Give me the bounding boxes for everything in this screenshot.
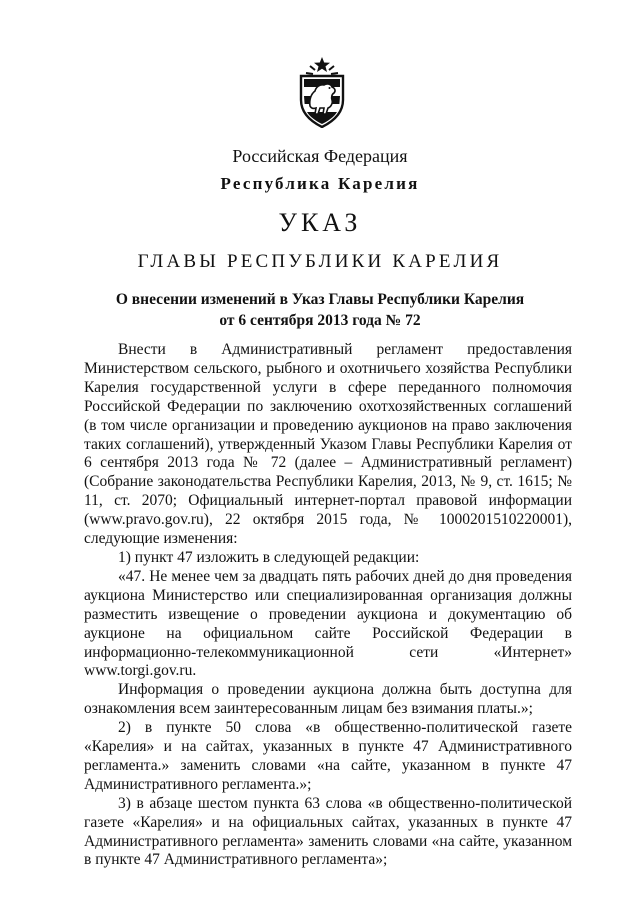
paragraph: 1) пункт 47 изложить в следующей редакции:	[118, 548, 420, 566]
subject-line-2: от 6 сентября 2013 года № 72	[219, 312, 421, 329]
paragraph: «47. Не менее чем за двадцать пять рабочих дней до дня проведения аукциона Министерство или специализированная организация должны разместить извещение о проведении аукциона и документацию об аукционе на официальном сайте Российской Федерации в информационно-телекоммуникационной сети «Интернет» www.torgi.gov.ru.	[84, 567, 572, 680]
country-name: Российская Федерация	[232, 146, 408, 166]
coat-of-arms-icon	[296, 56, 348, 128]
paragraph: 2) в пункте 50 слова «в общественно-политической газете «Карелия» и на сайтах, указанных в пункте 47 Административного регламента.» заменить словами «на сайте, указанном в пункте 47 Административного регламента.»;	[84, 719, 572, 793]
document-subject	[0, 289, 640, 331]
subject-line-1: О внесении изменений в Указ Главы Республики Карелия	[115, 291, 525, 308]
document-body	[84, 341, 572, 870]
paragraph: Информация о проведении аукциона должна быть доступна для ознакомления всем заинтересованным лицам без взимания платы.»;	[84, 681, 572, 718]
paragraph: 3) в абзаце шестом пункта 63 слова «в общественно-политической газете «Карелия» и на официальных сайтах, указанных в пункте 47 Административного регламента» заменить словами «на сайте, указанном в пункте 47 Административного регламента»;	[84, 794, 572, 869]
paragraph: Внести в Административный регламент предоставления Министерством сельского, рыбного и охотничьего хозяйства Республики Карелия государственной услуги в сфере переданного полномочия Российской Федерации по заключению охотхозяйственных соглашений (в том числе организации и проведению аукционов на право заключения таких соглашений), утвержденный Указом Главы Республики Карелия от 6 сентября 2013 года № 72 (далее – Административный регламент) (Собрание законодательства Республики Карелия, 2013, № 9, ст. 1615; № 11, ст. 2070; Официальный интернет-портал правовой информации (www.pravo.gov.ru), 22 октября 2015 года, № 1000201510220001), следующие изменения:	[84, 341, 572, 548]
issuer-title: ГЛАВЫ РЕСПУБЛИКИ КАРЕЛИЯ	[137, 251, 503, 272]
republic-name: Республика Карелия	[220, 174, 420, 193]
document-type: УКАЗ	[278, 208, 362, 237]
